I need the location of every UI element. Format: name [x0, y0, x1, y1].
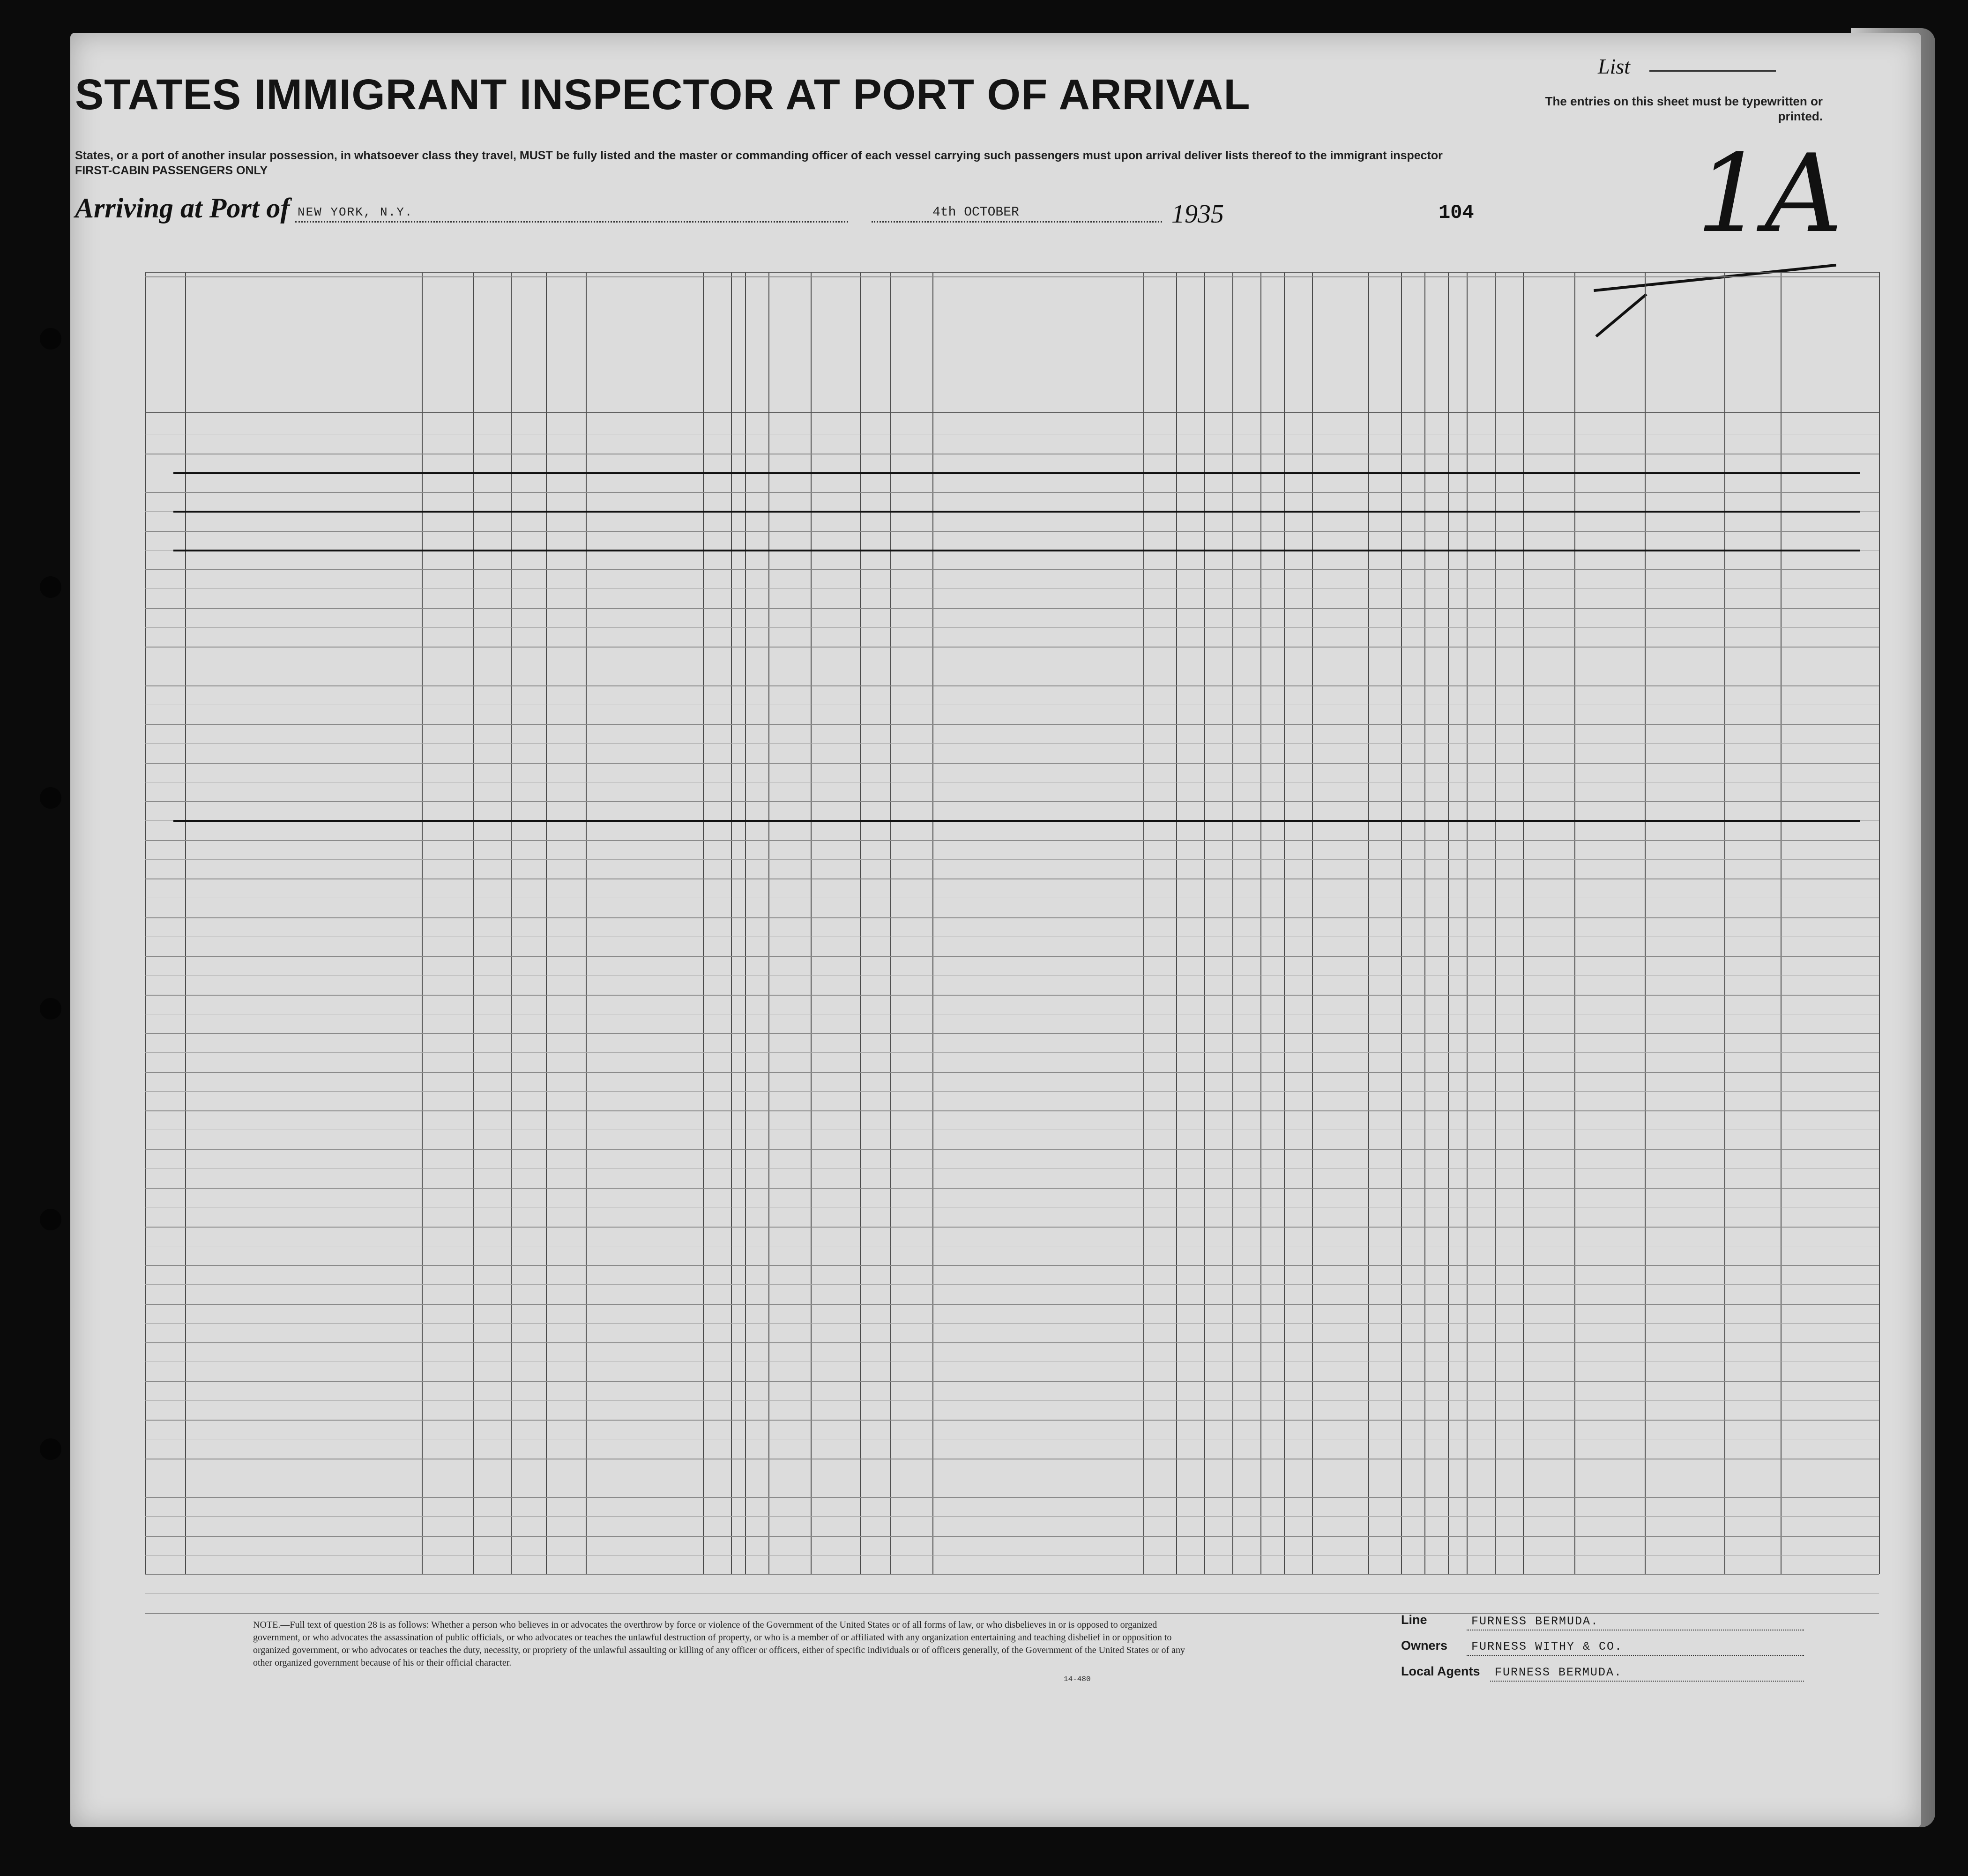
row-rule — [145, 647, 1879, 648]
row-rule — [145, 840, 1879, 841]
column-rule — [1879, 272, 1880, 1574]
footnote-question-28: NOTE.—Full text of question 28 is as follows: Whether a person who believes in or advocates the overthrow by force or violence of the Government of the United States or of all forms of law, or who disbelieves in or is opposed to organized government, or who advocates the assassination of public officials, or who advocates or teaches the unlawful destruction of property, or who is a member of or affiliated with any organization entertaining and teaching disbelief in or opposition to organized government, or who advocates or teaches the duty, necessity, or propriety of the unlawful assaulting or killing of any officer or officers, either of specific individuals or of officers generally, of the Government of the United States or of any other organized government because of his or their official character. — [253, 1620, 1185, 1668]
row-midrule — [145, 627, 1879, 628]
column-rule — [1260, 272, 1261, 1574]
column-rule — [1143, 272, 1144, 1574]
row-rule — [145, 1304, 1879, 1305]
owners-label: Owners — [1401, 1638, 1448, 1653]
line-label: Line — [1401, 1613, 1427, 1627]
column-rule — [586, 272, 587, 1574]
year-value: 1935 — [1171, 200, 1224, 229]
row-strike — [173, 511, 1860, 513]
row-strike — [173, 820, 1860, 822]
column-rule — [1574, 272, 1575, 1574]
row-strike — [173, 472, 1860, 474]
row-rule — [145, 1574, 1879, 1575]
row-rule — [145, 801, 1879, 802]
row-rule — [145, 1033, 1879, 1034]
row-midrule — [145, 743, 1879, 744]
row-rule — [145, 1072, 1879, 1073]
row-rule — [145, 492, 1879, 493]
row-rule — [145, 569, 1879, 570]
row-midrule — [145, 1091, 1879, 1092]
row-rule — [145, 1149, 1879, 1150]
column-rule — [1312, 272, 1313, 1574]
column-rule — [811, 272, 812, 1574]
row-rule — [145, 1497, 1879, 1498]
handwritten-list-mark: 1A — [1696, 132, 1843, 257]
column-rule — [473, 272, 474, 1574]
column-rule — [731, 272, 732, 1574]
header-num-rule — [145, 276, 1879, 277]
column-rule — [745, 272, 746, 1574]
row-rule — [145, 1227, 1879, 1228]
column-rule — [185, 272, 186, 1574]
date-value: 4th OCTOBER — [932, 205, 1019, 220]
form-number: 14-480 — [1064, 1675, 1091, 1683]
agents-fill-line — [1490, 1681, 1804, 1682]
row-rule — [145, 956, 1879, 957]
list-label: List — [1598, 54, 1631, 78]
row-rule — [145, 995, 1879, 996]
row-midrule — [145, 1516, 1879, 1517]
row-rule — [145, 1188, 1879, 1189]
column-rule — [1448, 272, 1449, 1574]
page-title: STATES IMMIGRANT INSPECTOR AT PORT OF ARRIVAL — [75, 71, 1251, 119]
port-value: NEW YORK, N.Y. — [298, 205, 413, 219]
row-rule — [145, 1381, 1879, 1382]
row-rule — [145, 917, 1879, 918]
sheet-number: 104 — [1439, 201, 1474, 224]
column-rule — [1523, 272, 1524, 1574]
agents-label: Local Agents — [1401, 1664, 1480, 1678]
owners-fill-line — [1467, 1655, 1804, 1656]
row-midrule — [145, 1400, 1879, 1401]
row-rule — [145, 763, 1879, 764]
line-value: FURNESS BERMUDA. — [1471, 1615, 1599, 1628]
column-rule — [1724, 272, 1725, 1574]
column-rule — [860, 272, 861, 1574]
column-rule — [1232, 272, 1233, 1574]
row-rule — [145, 608, 1879, 609]
column-rule — [1645, 272, 1646, 1574]
row-rule — [145, 685, 1879, 686]
row-rule — [145, 1536, 1879, 1537]
row-midrule — [145, 1323, 1879, 1324]
row-rule — [145, 1342, 1879, 1343]
header-instructions: States, or a port of another insular possession, in whatsoever class they travel, MUST be fully listed and the master or commanding officer of each vessel carrying such passengers must upon arrival deliver lists thereof to the immigrant inspector — [75, 149, 1443, 162]
row-midrule — [145, 1052, 1879, 1053]
agents-value: FURNESS BERMUDA. — [1495, 1666, 1623, 1679]
row-rule — [145, 531, 1879, 532]
header-top-rule — [145, 272, 1879, 273]
header-bottom-rule — [145, 412, 1879, 413]
row-rule — [145, 1420, 1879, 1421]
arriving-label: Arriving at Port of — [75, 193, 290, 223]
column-rule — [1368, 272, 1369, 1574]
row-midrule — [145, 1593, 1879, 1594]
column-rule — [1204, 272, 1205, 1574]
column-rule — [1424, 272, 1425, 1574]
row-rule — [145, 1265, 1879, 1266]
owners-value: FURNESS WITHY & CO. — [1471, 1640, 1623, 1653]
column-rule — [145, 272, 146, 1574]
entries-note: The entries on this sheet must be typewritten or printed. — [1545, 94, 1823, 123]
column-rule — [1284, 272, 1285, 1574]
column-rule — [422, 272, 423, 1574]
column-rule — [890, 272, 891, 1574]
column-rule — [1781, 272, 1782, 1574]
row-rule — [145, 724, 1879, 725]
row-midrule — [145, 1555, 1879, 1556]
column-rule — [546, 272, 547, 1574]
column-rule — [511, 272, 512, 1574]
column-rule — [768, 272, 769, 1574]
row-rule — [145, 1613, 1879, 1614]
column-rule — [703, 272, 704, 1574]
row-midrule — [145, 588, 1879, 589]
column-rule — [1401, 272, 1402, 1574]
row-midrule — [145, 859, 1879, 860]
column-rule — [1495, 272, 1496, 1574]
column-rule — [932, 272, 933, 1574]
passenger-class: FIRST-CABIN PASSENGERS ONLY — [75, 164, 268, 177]
row-rule — [145, 1110, 1879, 1111]
column-rule — [1467, 272, 1468, 1574]
column-rule — [1176, 272, 1177, 1574]
row-midrule — [145, 1284, 1879, 1285]
row-rule — [145, 878, 1879, 879]
row-strike — [173, 550, 1860, 551]
